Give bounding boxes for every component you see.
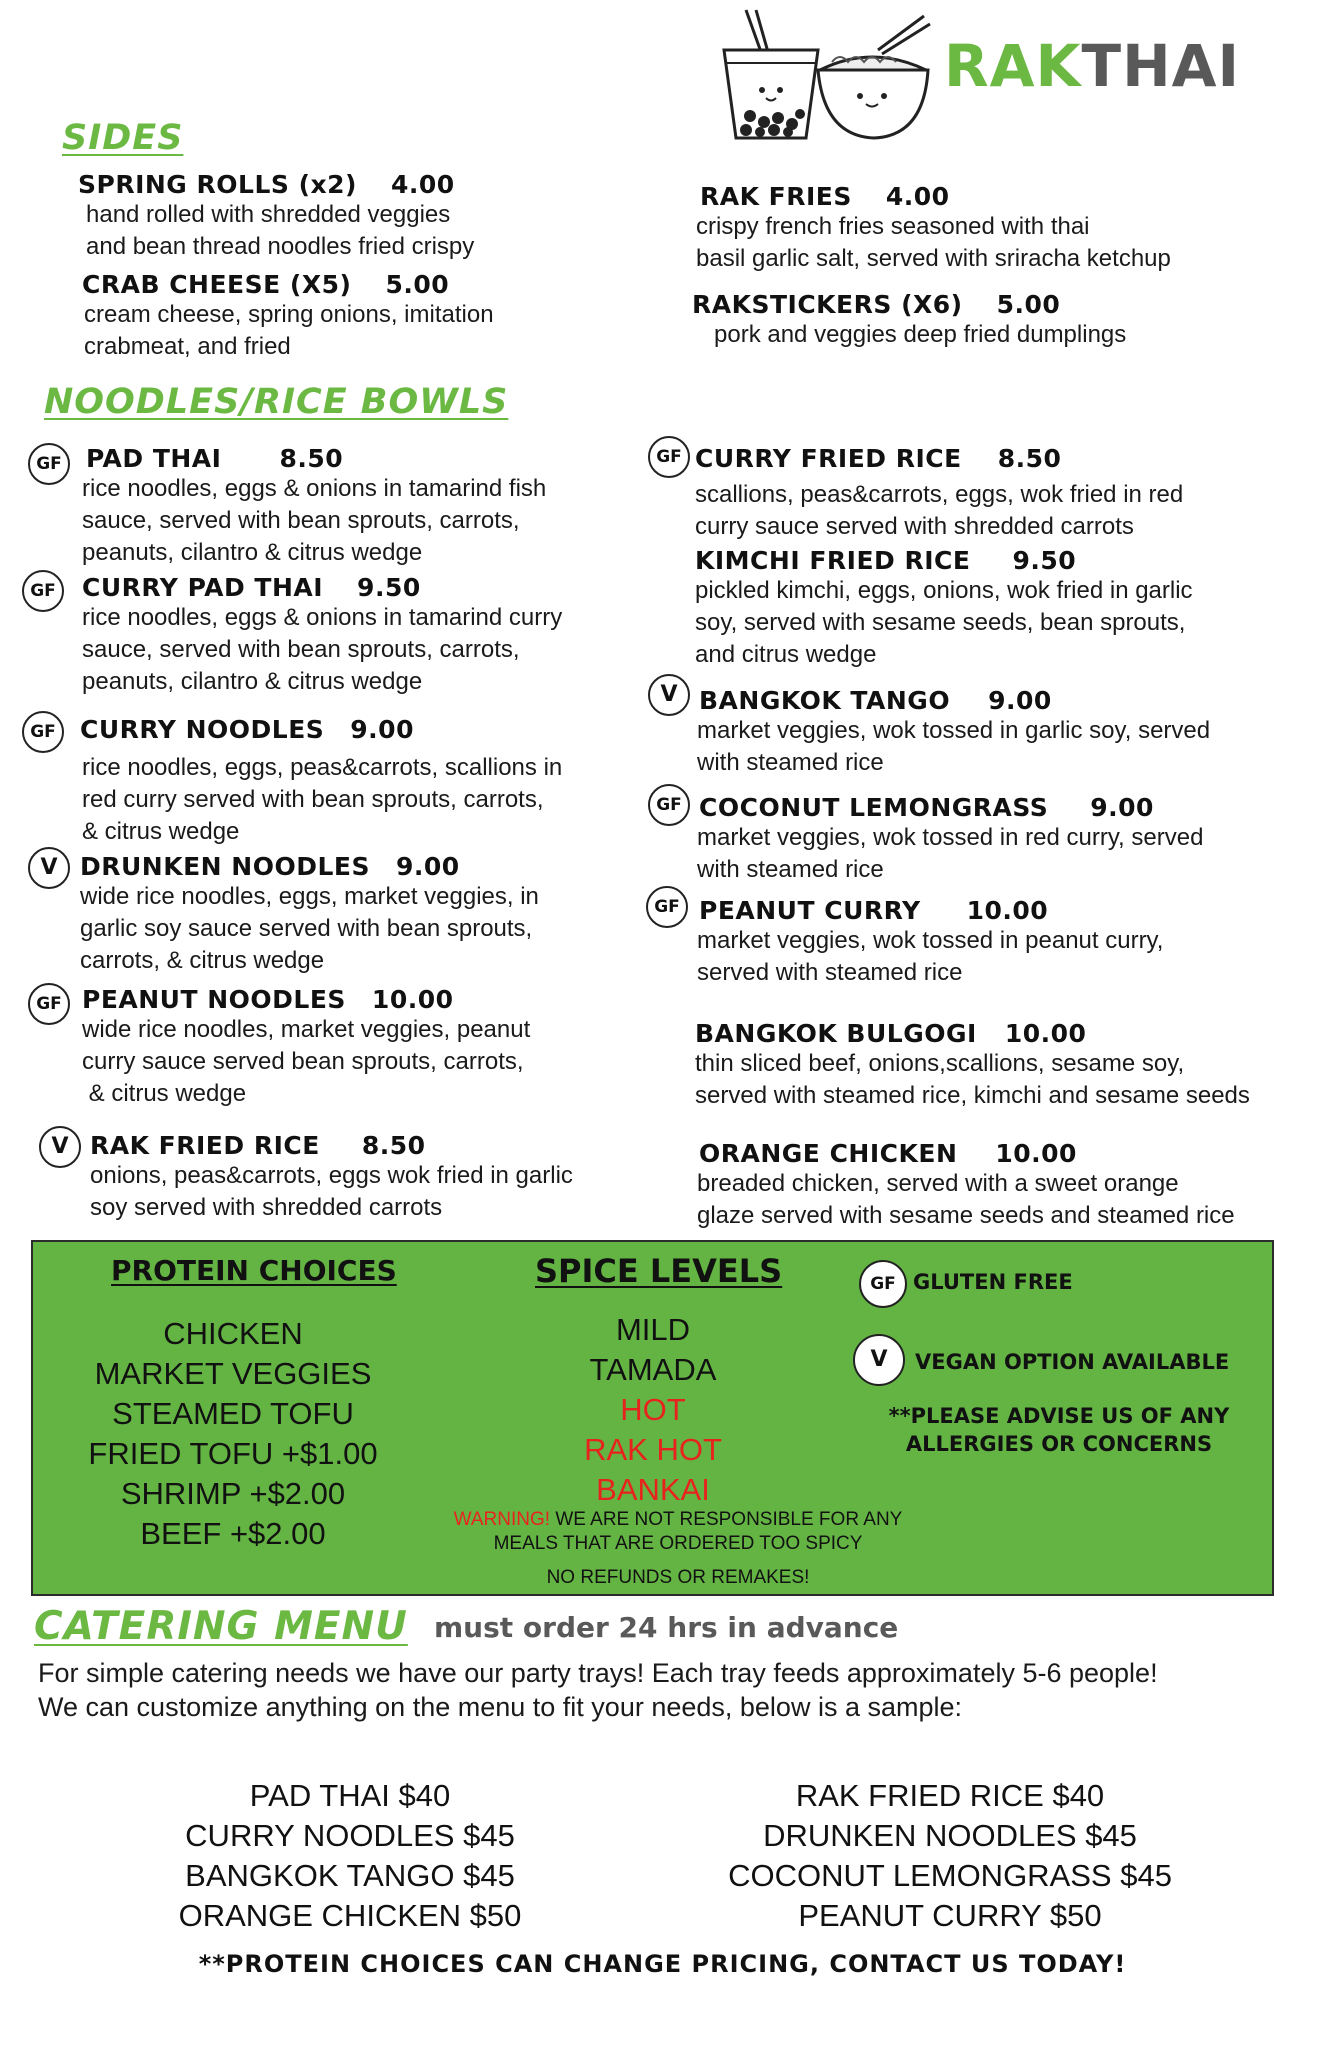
item-desc-line: pickled kimchi, eggs, onions, wok fried in garlic: [695, 577, 1193, 604]
menu-item-crab-cheese: [82, 270, 494, 363]
spice-level-bankai: BANKAI: [596, 1472, 710, 1507]
catering-item: CURRY NOODLES $45: [185, 1818, 515, 1853]
catering-heading: CATERING MENU: [34, 1604, 408, 1649]
warning-text: WE ARE NOT RESPONSIBLE FOR ANY: [550, 1509, 903, 1530]
item-desc-line: peanuts, cilantro & citrus wedge: [82, 668, 423, 695]
item-desc-line: market veggies, wok tossed in garlic soy, served: [697, 717, 1211, 744]
protein-choice: BEEF +$2.00: [140, 1516, 326, 1551]
gluten-free-icon: GF: [28, 983, 70, 1025]
item-desc-line: crispy french fries seasoned with thai: [696, 213, 1090, 240]
menu-item-pad-thai: [82, 444, 546, 569]
item-desc-line: scallions, peas&carrots, eggs, wok fried in red: [695, 481, 1184, 508]
menu-item-bangkok-bulgogi: [695, 1019, 1250, 1112]
item-name: BANGKOK BULGOGI: [695, 1019, 977, 1048]
vegan-icon: V: [853, 1334, 905, 1386]
gluten-free-icon: GF: [648, 784, 690, 826]
item-desc-line: garlic soy sauce served with bean sprouts,: [80, 915, 533, 942]
item-price: 10.00: [966, 896, 1049, 925]
item-desc-line: peanuts, cilantro & citrus wedge: [82, 539, 423, 566]
item-name: DRUNKEN NOODLES: [80, 852, 370, 881]
spice-levels-list: [523, 1310, 783, 1510]
item-price: 4.00: [390, 170, 455, 199]
spice-level-mild: MILD: [615, 1312, 691, 1347]
item-name: CURRY FRIED RICE: [695, 444, 962, 473]
catering-item: BANGKOK TANGO $45: [185, 1858, 515, 1893]
menu-item-bangkok-tango: [697, 686, 1210, 779]
item-price: 10.00: [995, 1139, 1077, 1168]
vegan-icon: V: [39, 1126, 81, 1168]
spice-warning: [428, 1508, 928, 1590]
menu-item-kimchi-fried-rice: [695, 546, 1193, 671]
item-price: 10.00: [371, 985, 454, 1014]
item-name: COCONUT LEMONGRASS: [699, 793, 1049, 822]
item-desc-line: soy served with shredded carrots: [90, 1194, 443, 1221]
menu-item-peanut-noodles: [82, 985, 530, 1110]
menu-item-drunken-noodles: [80, 852, 539, 977]
item-desc-line: with steamed rice: [697, 749, 884, 776]
spice-level-tamada: TAMADA: [589, 1352, 717, 1387]
item-desc-line: curry sauce served bean sprouts, carrots,: [82, 1048, 524, 1075]
item-desc-line: and bean thread noodles fried crispy: [86, 233, 475, 260]
menu-item-orange-chicken: [697, 1139, 1235, 1232]
item-name: CURRY NOODLES: [80, 715, 325, 744]
item-name: RAKSTICKERS (X6): [692, 290, 963, 319]
menu-item-coconut-lemongrass: [697, 793, 1203, 886]
gluten-free-icon: GF: [22, 711, 64, 753]
sides-heading: SIDES: [62, 118, 184, 158]
menu-item-rak-fried-rice: [90, 1131, 573, 1224]
gluten-free-icon: GF: [859, 1260, 907, 1308]
catering-item: COCONUT LEMONGRASS $45: [728, 1858, 1172, 1893]
gluten-free-icon: GF: [28, 443, 70, 485]
protein-choice: SHRIMP +$2.00: [120, 1476, 346, 1511]
item-desc-line: curry sauce served with shredded carrots: [695, 513, 1134, 540]
item-price: 4.00: [885, 182, 950, 211]
item-name: BANGKOK TANGO: [699, 686, 951, 715]
item-name: KIMCHI FRIED RICE: [695, 546, 971, 575]
noodle-bowl-logo-icon: [812, 10, 934, 145]
item-desc-line: pork and veggies deep fried dumplings: [714, 321, 1127, 348]
item-desc-line: thin sliced beef, onions,scallions, sesame soy,: [695, 1050, 1185, 1077]
item-desc-line: market veggies, wok tossed in peanut curry,: [697, 927, 1164, 954]
catering-intro-line1: For simple catering needs we have our party trays! Each tray feeds approximately 5-6 people!: [38, 1658, 1158, 1688]
item-name: PEANUT NOODLES: [82, 985, 346, 1014]
allergy-note: [869, 1402, 1249, 1458]
warning-text-line3: NO REFUNDS OR REMAKES!: [546, 1567, 810, 1588]
spice-level-rak-hot: RAK HOT: [584, 1432, 722, 1467]
catering-footer-note: **PROTEIN CHOICES CAN CHANGE PRICING, CONTACT US TODAY!: [198, 1950, 1127, 1978]
menu-item-curry-fried-rice: [695, 444, 1183, 543]
menu-item-rakstickers: [692, 290, 1126, 351]
item-desc-line: & citrus wedge: [82, 818, 240, 845]
catering-subtitle: must order 24 hrs in advance: [434, 1611, 899, 1644]
item-price: 9.50: [1012, 546, 1077, 575]
menu-item-curry-pad-thai: [82, 573, 562, 698]
item-desc-line: rice noodles, eggs, peas&carrots, scallions in: [82, 754, 563, 781]
spice-levels-heading: SPICE LEVELS: [535, 1252, 783, 1290]
menu-item-rak-fries: [696, 182, 1171, 275]
spice-level-hot: HOT: [620, 1392, 686, 1427]
item-price: 9.00: [396, 852, 460, 881]
item-desc-line: with steamed rice: [697, 856, 884, 883]
item-name: CURRY PAD THAI: [82, 573, 324, 602]
item-price: 10.00: [1004, 1019, 1087, 1048]
item-name: ORANGE CHICKEN: [699, 1139, 958, 1168]
item-desc-line: market veggies, wok tossed in red curry, served: [697, 824, 1204, 851]
item-price: 8.50: [361, 1131, 426, 1160]
bowls-heading: NOODLES/RICE BOWLS: [44, 382, 509, 422]
menu-item-curry-noodles: [80, 715, 562, 848]
item-desc-line: sauce, served with bean sprouts, carrots,: [82, 507, 520, 534]
protein-choice: STEAMED TOFU: [112, 1396, 354, 1431]
brand-logo-text: [944, 32, 1240, 100]
catering-item: RAK FRIED RICE $40: [795, 1778, 1105, 1813]
vegan-icon: V: [28, 847, 70, 889]
protein-choice: CHICKEN: [163, 1316, 303, 1351]
item-price: 5.00: [996, 290, 1061, 319]
item-desc-line: onions, peas&carrots, eggs wok fried in garlic: [90, 1162, 573, 1189]
item-desc-line: wide rice noodles, market veggies, peanut: [82, 1016, 531, 1043]
catering-intro-line2: We can customize anything on the menu to fit your needs, below is a sample:: [38, 1692, 962, 1722]
item-name: PEANUT CURRY: [699, 896, 921, 925]
catering-intro: [38, 1656, 1158, 1724]
item-desc-line: rice noodles, eggs & onions in tamarind curry: [82, 604, 563, 631]
protein-choices-list: [73, 1314, 393, 1554]
catering-item: DRUNKEN NOODLES $45: [763, 1818, 1137, 1853]
warning-text-line2: MEALS THAT ARE ORDERED TOO SPICY: [493, 1533, 863, 1554]
item-name: SPRING ROLLS (x2): [78, 170, 357, 199]
item-desc-line: red curry served with bean sprouts, carrots,: [82, 786, 544, 813]
info-box: [31, 1240, 1274, 1596]
item-desc-line: soy, served with sesame seeds, bean sprouts,: [695, 609, 1186, 636]
catering-list-right: [700, 1776, 1200, 1936]
item-price: 8.50: [279, 444, 344, 473]
gluten-free-icon: GF: [648, 436, 690, 478]
menu-item-spring-rolls: [78, 170, 474, 263]
item-desc-line: breaded chicken, served with a sweet orange: [697, 1170, 1179, 1197]
item-name: RAK FRIES: [700, 182, 852, 211]
brand-name-part2: THAI: [1081, 32, 1241, 100]
item-price: 9.00: [350, 715, 414, 744]
item-desc-line: & citrus wedge: [82, 1080, 247, 1107]
boba-cup-logo-icon: [716, 8, 826, 143]
gluten-free-icon: GF: [22, 570, 64, 612]
item-desc-line: wide rice noodles, eggs, market veggies, in: [80, 883, 539, 910]
item-desc-line: rice noodles, eggs & onions in tamarind fish: [82, 475, 547, 502]
item-name: PAD THAI: [86, 444, 222, 473]
menu-item-peanut-curry: [697, 896, 1163, 989]
item-desc-line: basil garlic salt, served with sriracha ketchup: [696, 245, 1171, 272]
protein-choice: FRIED TOFU +$1.00: [88, 1436, 378, 1471]
item-desc-line: and citrus wedge: [695, 641, 877, 668]
item-name: CRAB CHEESE (X5): [82, 270, 352, 299]
item-desc-line: sauce, served with bean sprouts, carrots,: [82, 636, 520, 663]
catering-item: ORANGE CHICKEN $50: [178, 1898, 522, 1933]
item-desc-line: glaze served with sesame seeds and steamed rice: [697, 1202, 1235, 1229]
vegan-icon: V: [648, 674, 690, 716]
catering-list-left: [140, 1776, 560, 1936]
item-name: RAK FRIED RICE: [90, 1131, 320, 1160]
vegan-legend: VEGAN OPTION AVAILABLE: [915, 1350, 1230, 1374]
catering-item: PAD THAI $40: [249, 1778, 451, 1813]
catering-item: PEANUT CURRY $50: [798, 1898, 1102, 1933]
warning-label: WARNING!: [453, 1509, 551, 1530]
protein-choices-heading: PROTEIN CHOICES: [111, 1254, 397, 1287]
item-price: 8.50: [997, 444, 1062, 473]
item-desc-line: crabmeat, and fried: [84, 333, 291, 360]
item-desc-line: cream cheese, spring onions, imitation: [84, 301, 494, 328]
item-desc-line: hand rolled with shredded veggies: [86, 201, 451, 228]
protein-choice: MARKET VEGGIES: [94, 1356, 372, 1391]
gluten-free-icon: GF: [646, 886, 688, 928]
allergy-note-line2: ALLERGIES OR CONCERNS: [905, 1432, 1213, 1456]
gluten-free-legend: GLUTEN FREE: [913, 1270, 1073, 1294]
item-price: 9.00: [1090, 793, 1154, 822]
brand-name-part1: RAK: [944, 32, 1082, 100]
item-price: 5.00: [385, 270, 450, 299]
item-desc-line: carrots, & citrus wedge: [80, 947, 325, 974]
item-price: 9.50: [357, 573, 421, 602]
allergy-note-line1: **PLEASE ADVISE US OF ANY: [888, 1404, 1230, 1428]
item-desc-line: served with steamed rice: [697, 959, 963, 986]
item-price: 9.00: [988, 686, 1052, 715]
item-desc-line: served with steamed rice, kimchi and sesame seeds: [695, 1082, 1250, 1109]
